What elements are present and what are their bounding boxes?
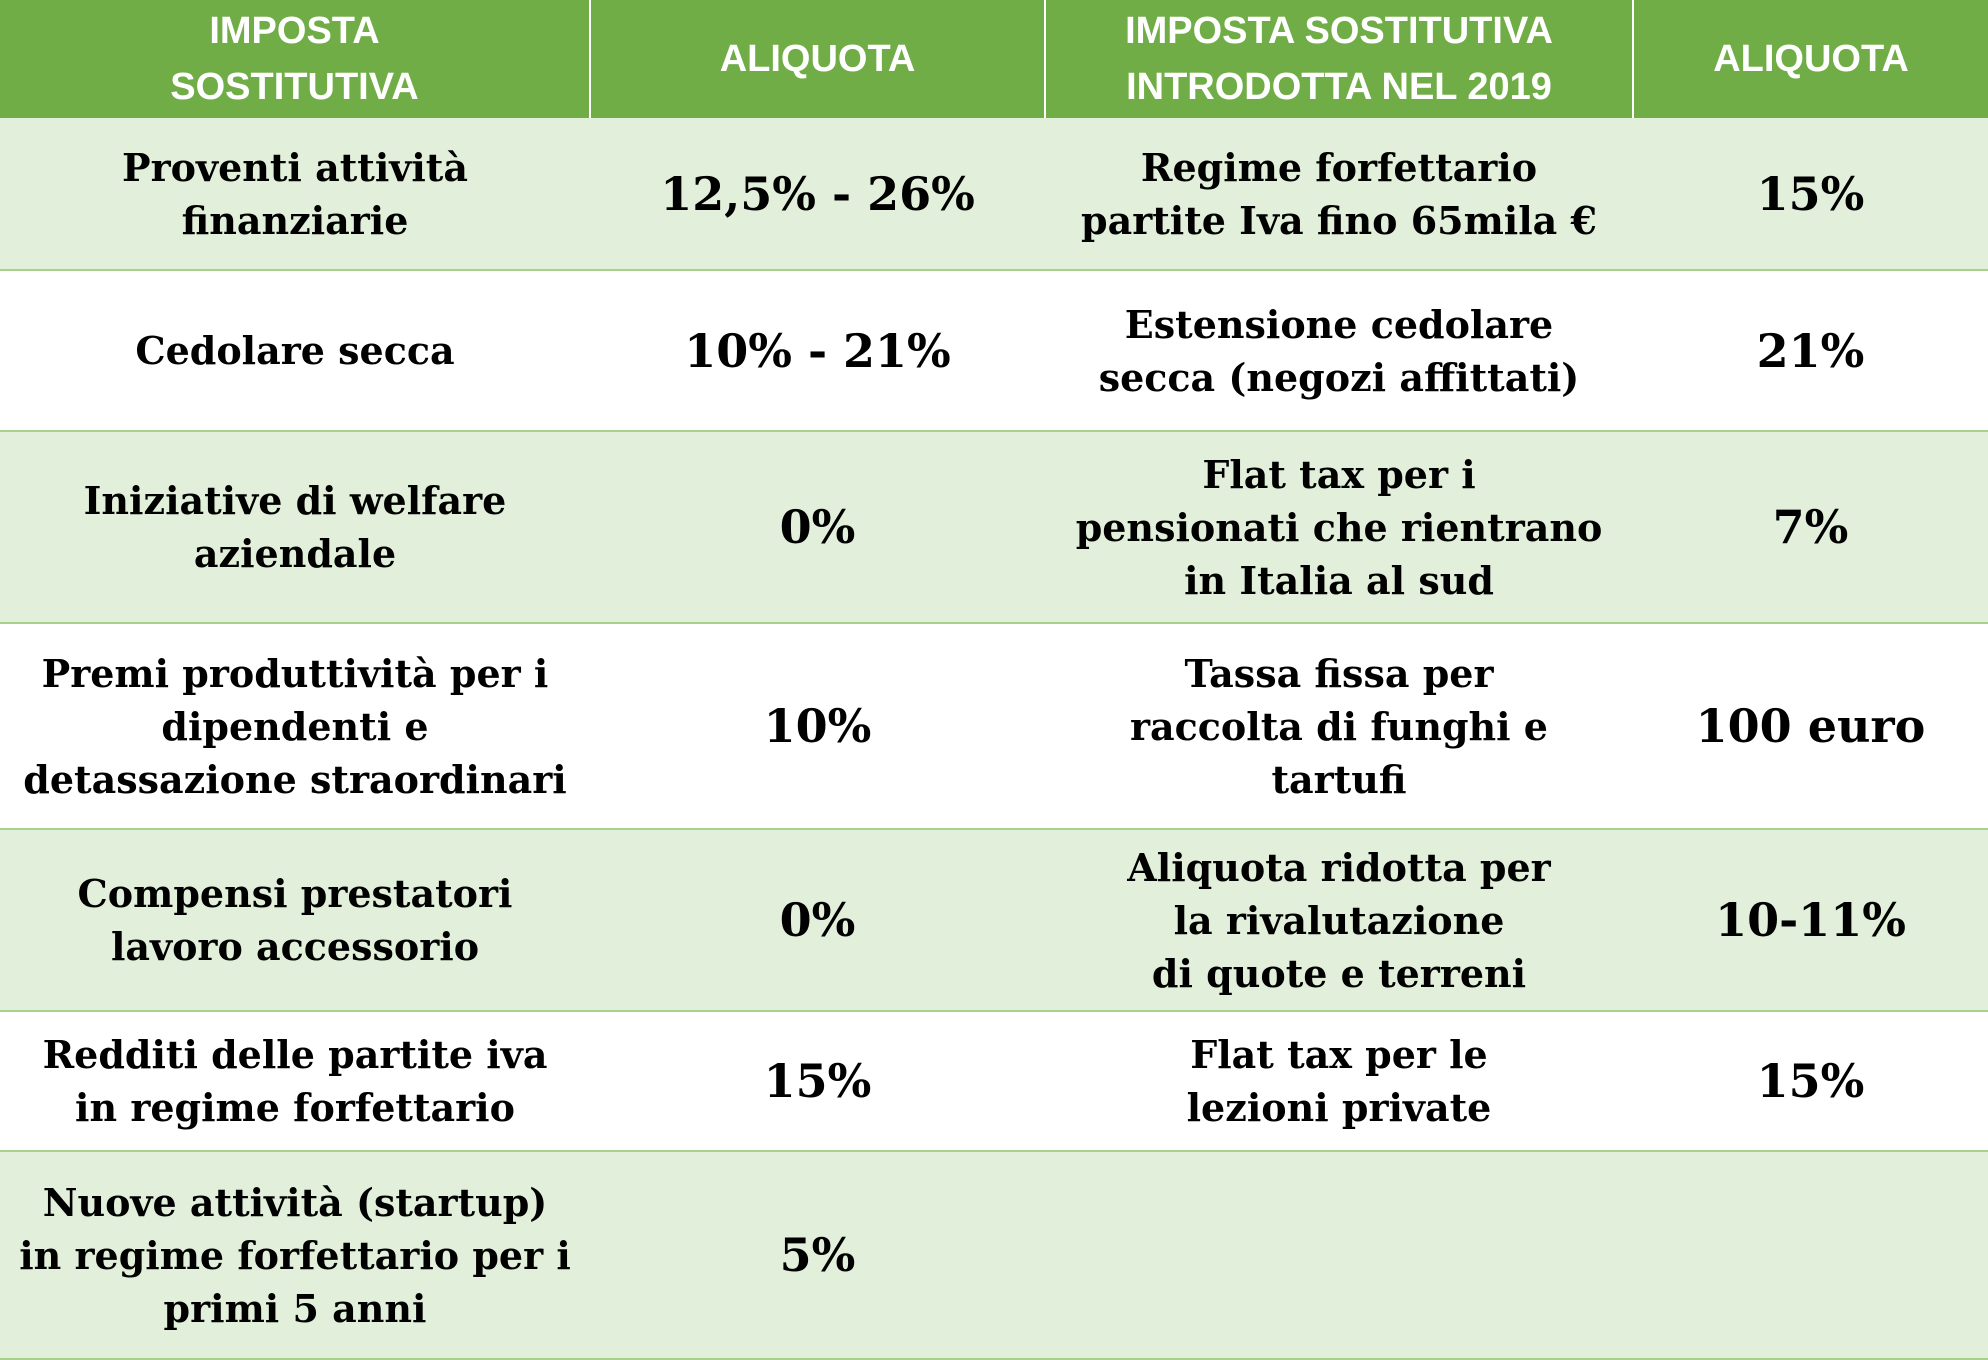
cell-aliquota-2019: 7% xyxy=(1633,431,1988,623)
cell-aliquota-2019 xyxy=(1633,1151,1988,1359)
cell-aliquota: 5% xyxy=(590,1151,1045,1359)
table-row xyxy=(0,1151,1988,1359)
cell-aliquota-2019: 21% xyxy=(1633,270,1988,431)
cell-imposta: Iniziative di welfare aziendale xyxy=(0,431,590,623)
cell-imposta-2019: Aliquota ridotta per la rivalutazione di quote e terreni xyxy=(1045,829,1633,1011)
header-aliquota-2019: ALIQUOTA xyxy=(1633,0,1988,118)
cell-imposta: Proventi attività finanziarie xyxy=(0,118,590,270)
cell-aliquota-2019: 15% xyxy=(1633,118,1988,270)
cell-imposta: Redditi delle partite iva in regime forfettario xyxy=(0,1011,590,1151)
cell-imposta-2019: Regime forfettario partite Iva fino 65mila € xyxy=(1045,118,1633,270)
header-imposta-2019: IMPOSTA SOSTITUTIVA INTRODOTTA NEL 2019 xyxy=(1045,0,1633,118)
cell-aliquota: 10% xyxy=(590,623,1045,829)
cell-aliquota: 0% xyxy=(590,431,1045,623)
cell-aliquota: 10% - 21% xyxy=(590,270,1045,431)
cell-aliquota: 12,5% - 26% xyxy=(590,118,1045,270)
cell-imposta: Cedolare secca xyxy=(0,270,590,431)
table-header xyxy=(0,0,1988,118)
cell-imposta-2019 xyxy=(1045,1151,1633,1359)
cell-imposta: Nuove attività (startup) in regime forfettario per i primi 5 anni xyxy=(0,1151,590,1359)
table-row xyxy=(0,270,1988,431)
cell-aliquota: 15% xyxy=(590,1011,1045,1151)
cell-aliquota-2019: 10-11% xyxy=(1633,829,1988,1011)
cell-imposta-2019: Flat tax per i pensionati che rientrano in Italia al sud xyxy=(1045,431,1633,623)
table-row xyxy=(0,1011,1988,1151)
cell-aliquota-2019: 100 euro xyxy=(1633,623,1988,829)
cell-aliquota: 0% xyxy=(590,829,1045,1011)
table-row xyxy=(0,431,1988,623)
header-aliquota: ALIQUOTA xyxy=(590,0,1045,118)
table-row xyxy=(0,829,1988,1011)
cell-imposta: Compensi prestatori lavoro accessorio xyxy=(0,829,590,1011)
table-body xyxy=(0,118,1988,1359)
cell-imposta-2019: Estensione cedolare secca (negozi affittati) xyxy=(1045,270,1633,431)
header-imposta-sostitutiva: IMPOSTA SOSTITUTIVA xyxy=(0,0,590,118)
table-row xyxy=(0,118,1988,270)
table-row xyxy=(0,623,1988,829)
cell-aliquota-2019: 15% xyxy=(1633,1011,1988,1151)
cell-imposta: Premi produttività per i dipendenti e detassazione straordinari xyxy=(0,623,590,829)
cell-imposta-2019: Tassa fissa per raccolta di funghi e tartufi xyxy=(1045,623,1633,829)
cell-imposta-2019: Flat tax per le lezioni private xyxy=(1045,1011,1633,1151)
